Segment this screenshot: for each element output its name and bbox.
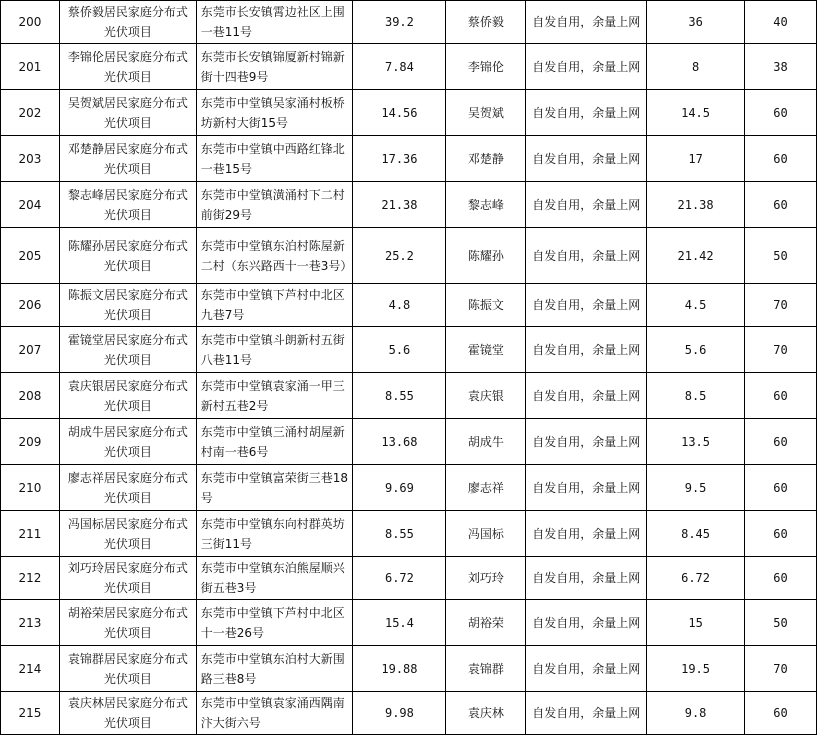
- installed-capacity: 17.36: [353, 136, 446, 182]
- project-name: 李锦伦居民家庭分布式光伏项目: [59, 44, 196, 90]
- secondary-capacity: 13.5: [647, 419, 745, 465]
- row-number: 210: [1, 465, 60, 511]
- project-address: 东莞市中堂镇潢涌村下二村前街29号: [196, 182, 353, 228]
- grid-mode: 自发自用，余量上网: [526, 419, 647, 465]
- row-number: 203: [1, 136, 60, 182]
- row-number: 211: [1, 511, 60, 557]
- project-name: 陈振文居民家庭分布式光伏项目: [59, 284, 196, 327]
- installed-capacity: 25.2: [353, 228, 446, 284]
- project-address: 东莞市中堂镇东泊熊屋顺兴街五巷3号: [196, 557, 353, 600]
- project-name: 廖志祥居民家庭分布式光伏项目: [59, 465, 196, 511]
- project-address: 东莞市长安镇锦厦新村锦新街十四巷9号: [196, 44, 353, 90]
- project-address: 东莞市中堂镇东向村群英坊三街11号: [196, 511, 353, 557]
- project-name: 刘巧玲居民家庭分布式光伏项目: [59, 557, 196, 600]
- owner-name: 胡裕荣: [446, 600, 526, 646]
- table-row: [1, 465, 817, 511]
- table-row: [1, 327, 817, 373]
- grid-mode: 自发自用，余量上网: [526, 646, 647, 692]
- owner-name: 黎志峰: [446, 182, 526, 228]
- project-name: 蔡侨毅居民家庭分布式光伏项目: [59, 1, 196, 44]
- installed-capacity: 8.55: [353, 373, 446, 419]
- project-address: 东莞市中堂镇下芦村中北区九巷7号: [196, 284, 353, 327]
- owner-name: 李锦伦: [446, 44, 526, 90]
- table-row: [1, 373, 817, 419]
- row-number: 215: [1, 692, 60, 735]
- owner-name: 冯国标: [446, 511, 526, 557]
- owner-name: 廖志祥: [446, 465, 526, 511]
- row-number: 208: [1, 373, 60, 419]
- grid-mode: 自发自用，余量上网: [526, 327, 647, 373]
- installed-capacity: 5.6: [353, 327, 446, 373]
- table-row: [1, 44, 817, 90]
- table-row: [1, 284, 817, 327]
- row-number: 202: [1, 90, 60, 136]
- project-address: 东莞市中堂镇中西路红锋北一巷15号: [196, 136, 353, 182]
- project-address: 东莞市中堂镇东泊村大新围路三巷8号: [196, 646, 353, 692]
- years-value: 60: [745, 182, 817, 228]
- owner-name: 袁庆林: [446, 692, 526, 735]
- grid-mode: 自发自用，余量上网: [526, 90, 647, 136]
- secondary-capacity: 17: [647, 136, 745, 182]
- secondary-capacity: 4.5: [647, 284, 745, 327]
- secondary-capacity: 6.72: [647, 557, 745, 600]
- project-address: 东莞市中堂镇袁家涌西隅南汴大街六号: [196, 692, 353, 735]
- years-value: 40: [745, 1, 817, 44]
- years-value: 60: [745, 465, 817, 511]
- row-number: 213: [1, 600, 60, 646]
- project-name: 胡成牛居民家庭分布式光伏项目: [59, 419, 196, 465]
- owner-name: 陈振文: [446, 284, 526, 327]
- installed-capacity: 9.69: [353, 465, 446, 511]
- secondary-capacity: 8: [647, 44, 745, 90]
- installed-capacity: 8.55: [353, 511, 446, 557]
- installed-capacity: 39.2: [353, 1, 446, 44]
- grid-mode: 自发自用，余量上网: [526, 136, 647, 182]
- years-value: 60: [745, 692, 817, 735]
- owner-name: 袁庆银: [446, 373, 526, 419]
- secondary-capacity: 36: [647, 1, 745, 44]
- project-name: 袁锦群居民家庭分布式光伏项目: [59, 646, 196, 692]
- secondary-capacity: 9.5: [647, 465, 745, 511]
- table-row: [1, 646, 817, 692]
- project-address: 东莞市中堂镇富荣街三巷18号: [196, 465, 353, 511]
- row-number: 201: [1, 44, 60, 90]
- owner-name: 邓楚静: [446, 136, 526, 182]
- years-value: 60: [745, 373, 817, 419]
- owner-name: 陈耀孙: [446, 228, 526, 284]
- years-value: 38: [745, 44, 817, 90]
- table-row: [1, 692, 817, 735]
- years-value: 70: [745, 646, 817, 692]
- secondary-capacity: 14.5: [647, 90, 745, 136]
- grid-mode: 自发自用，余量上网: [526, 228, 647, 284]
- years-value: 70: [745, 284, 817, 327]
- secondary-capacity: 21.38: [647, 182, 745, 228]
- secondary-capacity: 8.45: [647, 511, 745, 557]
- table-row: [1, 182, 817, 228]
- installed-capacity: 21.38: [353, 182, 446, 228]
- row-number: 209: [1, 419, 60, 465]
- years-value: 60: [745, 419, 817, 465]
- table-row: [1, 90, 817, 136]
- row-number: 204: [1, 182, 60, 228]
- project-name: 陈耀孙居民家庭分布式光伏项目: [59, 228, 196, 284]
- secondary-capacity: 15: [647, 600, 745, 646]
- secondary-capacity: 8.5: [647, 373, 745, 419]
- grid-mode: 自发自用，余量上网: [526, 1, 647, 44]
- table-row: [1, 1, 817, 44]
- owner-name: 吴贺斌: [446, 90, 526, 136]
- project-name: 冯国标居民家庭分布式光伏项目: [59, 511, 196, 557]
- project-address: 东莞市中堂镇三涌村胡屋新村南一巷6号: [196, 419, 353, 465]
- installed-capacity: 6.72: [353, 557, 446, 600]
- table-row: [1, 511, 817, 557]
- installed-capacity: 7.84: [353, 44, 446, 90]
- project-name: 吴贺斌居民家庭分布式光伏项目: [59, 90, 196, 136]
- project-address: 东莞市中堂镇吴家涌村板桥坊新村大街15号: [196, 90, 353, 136]
- owner-name: 袁锦群: [446, 646, 526, 692]
- table-row: [1, 136, 817, 182]
- secondary-capacity: 9.8: [647, 692, 745, 735]
- project-name: 霍镜堂居民家庭分布式光伏项目: [59, 327, 196, 373]
- secondary-capacity: 5.6: [647, 327, 745, 373]
- years-value: 60: [745, 90, 817, 136]
- owner-name: 蔡侨毅: [446, 1, 526, 44]
- years-value: 60: [745, 511, 817, 557]
- row-number: 207: [1, 327, 60, 373]
- installed-capacity: 14.56: [353, 90, 446, 136]
- project-name: 胡裕荣居民家庭分布式光伏项目: [59, 600, 196, 646]
- project-name: 邓楚静居民家庭分布式光伏项目: [59, 136, 196, 182]
- table-body: [1, 1, 817, 735]
- grid-mode: 自发自用，余量上网: [526, 373, 647, 419]
- years-value: 70: [745, 327, 817, 373]
- table-row: [1, 419, 817, 465]
- secondary-capacity: 19.5: [647, 646, 745, 692]
- project-address: 东莞市中堂镇袁家涌一甲三新村五巷2号: [196, 373, 353, 419]
- grid-mode: 自发自用，余量上网: [526, 44, 647, 90]
- table-row: [1, 557, 817, 600]
- table-row: [1, 600, 817, 646]
- installed-capacity: 13.68: [353, 419, 446, 465]
- years-value: 60: [745, 136, 817, 182]
- years-value: 60: [745, 557, 817, 600]
- project-address: 东莞市中堂镇下芦村中北区十一巷26号: [196, 600, 353, 646]
- project-name: 黎志峰居民家庭分布式光伏项目: [59, 182, 196, 228]
- years-value: 50: [745, 600, 817, 646]
- grid-mode: 自发自用，余量上网: [526, 182, 647, 228]
- project-address: 东莞市中堂镇东泊村陈屋新二村（东兴路西十一巷3号）: [196, 228, 353, 284]
- row-number: 206: [1, 284, 60, 327]
- table-row: [1, 228, 817, 284]
- project-name: 袁庆银居民家庭分布式光伏项目: [59, 373, 196, 419]
- grid-mode: 自发自用，余量上网: [526, 557, 647, 600]
- installed-capacity: 19.88: [353, 646, 446, 692]
- grid-mode: 自发自用，余量上网: [526, 692, 647, 735]
- secondary-capacity: 21.42: [647, 228, 745, 284]
- grid-mode: 自发自用，余量上网: [526, 600, 647, 646]
- project-name: 袁庆林居民家庭分布式光伏项目: [59, 692, 196, 735]
- project-address: 东莞市中堂镇斗朗新村五街八巷11号: [196, 327, 353, 373]
- installed-capacity: 9.98: [353, 692, 446, 735]
- grid-mode: 自发自用，余量上网: [526, 284, 647, 327]
- grid-mode: 自发自用，余量上网: [526, 511, 647, 557]
- installed-capacity: 15.4: [353, 600, 446, 646]
- row-number: 214: [1, 646, 60, 692]
- row-number: 205: [1, 228, 60, 284]
- row-number: 212: [1, 557, 60, 600]
- row-number: 200: [1, 1, 60, 44]
- owner-name: 胡成牛: [446, 419, 526, 465]
- owner-name: 霍镜堂: [446, 327, 526, 373]
- project-address: 东莞市长安镇霄边社区上围一巷11号: [196, 1, 353, 44]
- grid-mode: 自发自用，余量上网: [526, 465, 647, 511]
- owner-name: 刘巧玲: [446, 557, 526, 600]
- installed-capacity: 4.8: [353, 284, 446, 327]
- years-value: 50: [745, 228, 817, 284]
